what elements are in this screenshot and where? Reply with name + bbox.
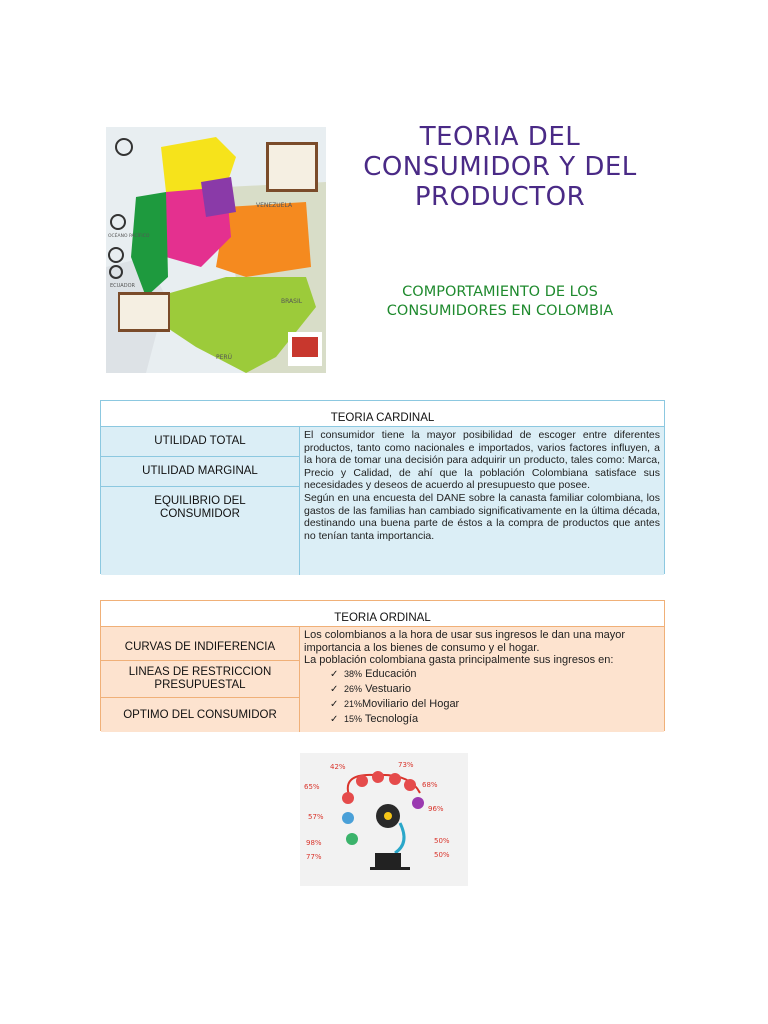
spending-list (304, 667, 660, 727)
subtitle-line-2: CONSUMIDORES EN COLOMBIA (386, 303, 614, 319)
map-label-venezuela: VENEZUELA (256, 202, 293, 209)
cardinal-row-labels (101, 427, 300, 575)
row-optimo-consumidor: OPTIMO DEL CONSUMIDOR (123, 708, 277, 721)
row-utilidad-marginal: UTILIDAD MARGINAL (101, 457, 299, 487)
cardinal-table-header: TEORIA CARDINAL (101, 401, 664, 427)
document-subtitle (360, 283, 640, 321)
consumer-infographic-image (300, 753, 468, 886)
check-icon: ✓ (330, 698, 339, 710)
row-utilidad-total: UTILIDAD TOTAL (101, 427, 299, 457)
cardinal-paragraph-1: El consumidor tiene la mayor posibilidad de escoger entre diferentes productos, tanto como nacionales e importados, varios factores influyen, a la hora de tomar una decisión para adquirir un producto, tales como: Marca, Precio y Calidad, de ahí que la población Colombiana satisface sus necesidades y deseos de acuerdo al presupuesto que posee. (304, 429, 660, 492)
stat-77: 77% (306, 853, 322, 861)
title-line-1: TEORIA DEL (419, 122, 581, 152)
cardinal-description (300, 427, 664, 575)
check-icon: ✓ (330, 713, 339, 725)
list-item: ✓ 38% Educación (330, 667, 417, 680)
title-line-3: PRODUCTOR (414, 182, 586, 212)
cardinal-table (100, 400, 665, 574)
ordinal-table (100, 600, 665, 731)
document-title (350, 122, 650, 212)
stat-50b: 50% (434, 851, 450, 859)
ordinal-paragraph-2: La población colombiana gasta principalmente sus ingresos en: (304, 654, 614, 666)
colombia-map-image (106, 127, 326, 373)
colombia-map-graphic (106, 127, 326, 373)
row-curvas-indiferencia: CURVAS DE INDIFERENCIA (101, 627, 299, 661)
subtitle-line-1: COMPORTAMIENTO DE LOS (402, 284, 598, 300)
row-lineas-restriccion: LINEAS DE RESTRICCION PRESUPUESTAL (101, 661, 299, 698)
stat-96: 96% (428, 805, 444, 813)
cardinal-paragraph-2: Según en una encuesta del DANE sobre la canasta familiar colombiana, los gastos de las familias han cambiado significativamente en la última década, destinando una buena parte de éstos a la compra de productos que antes no tenían tanta importancia. (304, 491, 660, 542)
map-label-peru: PERÚ (216, 354, 232, 361)
list-item: ✓ 21%Moviliario del Hogar (330, 697, 460, 710)
ordinal-row-labels (101, 627, 300, 732)
stat-73: 73% (398, 761, 414, 769)
check-icon: ✓ (330, 668, 339, 680)
stat-57: 57% (308, 813, 324, 821)
ordinal-paragraph-1: Los colombianos a la hora de usar sus ingresos le dan una mayor importancia a los bienes de consumo y el hogar. (304, 629, 626, 654)
title-line-2: CONSUMIDOR Y DEL (363, 152, 637, 182)
row-equilibrio-consumidor: EQUILIBRIO DEL CONSUMIDOR (154, 495, 246, 520)
list-item: ✓ 15% Tecnología (330, 712, 419, 725)
list-item: ✓ 26% Vestuario (330, 682, 411, 695)
map-label-oceano: OCÉANO PACÍFICO (108, 234, 150, 239)
ordinal-description (300, 627, 664, 732)
stat-50a: 50% (434, 837, 450, 845)
map-label-ecuador: ECUADOR (110, 283, 135, 289)
ordinal-table-header: TEORIA ORDINAL (101, 601, 664, 627)
infographic-graphic (300, 753, 468, 886)
check-icon: ✓ (330, 683, 339, 695)
map-label-brasil: BRASIL (281, 298, 303, 305)
stat-65: 65% (304, 783, 320, 791)
stat-42: 42% (330, 763, 346, 771)
stat-68: 68% (422, 781, 438, 789)
stat-98: 98% (306, 839, 322, 847)
